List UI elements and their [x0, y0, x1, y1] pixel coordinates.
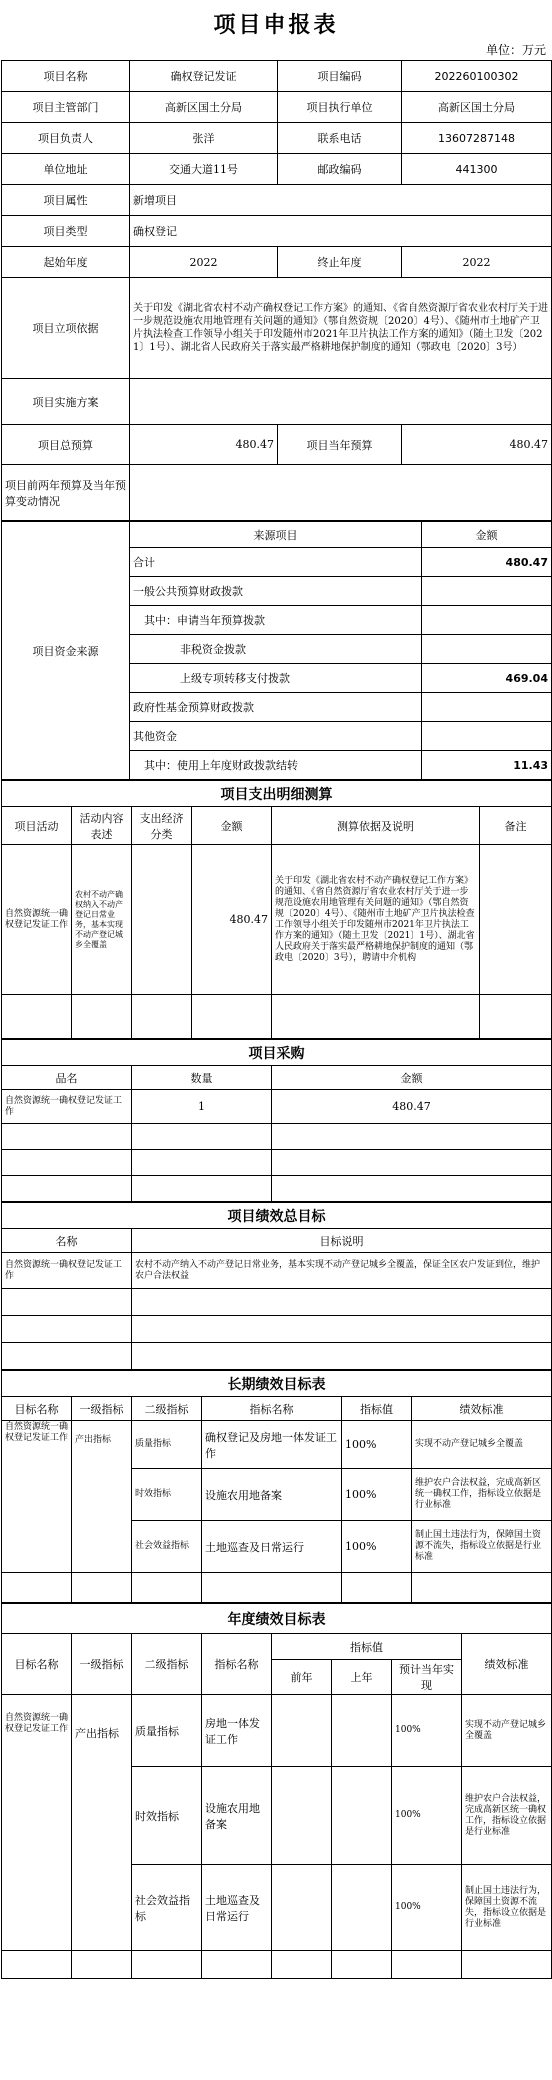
phone-value: 13607287148 — [402, 123, 552, 154]
performance-goal-table — [1, 1202, 552, 1370]
expense-header: 支出经济分类 — [132, 807, 192, 845]
annual-subheader: 预计当年实现 — [392, 1660, 462, 1695]
dept-value: 高新区国土分局 — [130, 92, 278, 123]
exec-label: 项目执行单位 — [278, 92, 402, 123]
project-name: 确权登记发证 — [130, 61, 278, 92]
funding-row-name: 其他资金 — [130, 722, 422, 751]
expense-category — [132, 845, 192, 995]
procurement-title: 项目采购 — [2, 1040, 552, 1066]
annual-prev2 — [272, 1767, 332, 1865]
funding-row-amount — [422, 722, 552, 751]
annual-subheader: 上年 — [332, 1660, 392, 1695]
procurement-empty-cell — [132, 1150, 272, 1176]
zip-label: 邮政编码 — [278, 154, 402, 185]
type-value: 确权登记 — [130, 216, 552, 247]
annual-goal: 自然资源统一确权登记发证工作 — [2, 1695, 72, 1951]
longterm-empty-cell — [2, 1573, 72, 1603]
addr-label: 单位地址 — [2, 154, 130, 185]
longterm-header: 指标名称 — [202, 1397, 342, 1421]
attr-value: 新增项目 — [130, 185, 552, 216]
procurement-name: 自然资源统一确权登记发证工作 — [2, 1090, 132, 1124]
annual-level2: 时效指标 — [132, 1767, 202, 1865]
attr-label: 项目属性 — [2, 185, 130, 216]
longterm-empty-cell — [72, 1573, 132, 1603]
funding-row-name: 合计 — [130, 548, 422, 577]
performance-empty-cell — [2, 1289, 132, 1316]
expense-header: 项目活动 — [2, 807, 72, 845]
funding-row-name: 非税资金拨款 — [130, 635, 422, 664]
annual-indicator: 设施农用地备案 — [202, 1767, 272, 1865]
annual-prev2 — [272, 1695, 332, 1767]
funding-row-amount: 480.47 — [422, 548, 552, 577]
performance-empty-cell — [2, 1343, 132, 1370]
longterm-header: 目标名称 — [2, 1397, 72, 1421]
annual-indicator: 土地巡查及日常运行 — [202, 1865, 272, 1951]
annual-standard: 实现不动产登记城乡全覆盖 — [462, 1695, 552, 1767]
longterm-indicator: 土地巡查及日常运行 — [202, 1521, 342, 1573]
prev-budget-value — [130, 465, 552, 521]
performance-empty-cell — [2, 1316, 132, 1343]
annual-title: 年度绩效目标表 — [2, 1604, 552, 1634]
procurement-header: 品名 — [2, 1066, 132, 1090]
longterm-value: 100% — [342, 1469, 412, 1521]
funding-row-amount — [422, 606, 552, 635]
funding-row-name: 其中：使用上年度财政拨款结转 — [130, 751, 422, 780]
annual-level1: 产出指标 — [72, 1695, 132, 1951]
longterm-header: 一级指标 — [72, 1397, 132, 1421]
expense-title: 项目支出明细测算 — [2, 781, 552, 807]
performance-desc: 农村不动产纳入不动产登记日常业务，基本实现不动产登记城乡全覆盖，保证全区农户发证到位，维护农户合法权益 — [132, 1253, 552, 1289]
budget-label: 项目总预算 — [2, 425, 130, 465]
longterm-value: 100% — [342, 1421, 412, 1469]
expense-header: 活动内容表述 — [72, 807, 132, 845]
annual-prev1 — [332, 1865, 392, 1951]
procurement-empty-cell — [132, 1176, 272, 1202]
annual-current: 100% — [392, 1865, 462, 1951]
annual-header: 二级指标 — [132, 1634, 202, 1695]
longterm-title: 长期绩效目标表 — [2, 1371, 552, 1397]
funding-row-name: 其中：申请当年预算拨款 — [130, 606, 422, 635]
basis-value: 关于印发《湖北省农村不动产确权登记工作方案》的通知、《省自然资源厅省农业农村厅关于进一步规范设施农用地管理有关问题的通知》（鄂自然资规〔2020〕4号）、《随州市土地矿产卫片执法检查工作领导小组关于印发随州市2021年卫片执法工作方案的通知》（随土卫发〔2021〕1号）、湖北省人民政府关于落实最严格耕地保护制度的通知（鄂政电〔2020〕3号） — [130, 278, 552, 379]
expense-empty-cell — [480, 995, 552, 1039]
expense-empty-cell — [2, 995, 72, 1039]
annual-indicator: 房地一体发证工作 — [202, 1695, 272, 1767]
annual-current: 100% — [392, 1767, 462, 1865]
annual-empty-cell — [462, 1951, 552, 1979]
funding-row-name: 政府性基金预算财政拨款 — [130, 693, 422, 722]
funding-row-amount — [422, 635, 552, 664]
longterm-empty-cell — [412, 1573, 552, 1603]
phone-label: 联系电话 — [278, 123, 402, 154]
annual-standard: 制止国土违法行为，保障国土资源不流失，指标设立依据是行业标准 — [462, 1865, 552, 1951]
basic-info-table — [1, 60, 552, 521]
leader-value: 张洋 — [130, 123, 278, 154]
basis-label: 项目立项依据 — [2, 278, 130, 379]
funding-row-amount: 11.43 — [422, 751, 552, 780]
procurement-empty-cell — [272, 1150, 552, 1176]
funding-row-name: 一般公共预算财政拨款 — [130, 577, 422, 606]
longterm-empty-cell — [202, 1573, 342, 1603]
annual-empty-cell — [392, 1951, 462, 1979]
expense-header: 测算依据及说明 — [272, 807, 480, 845]
procurement-empty-cell — [2, 1150, 132, 1176]
annual-empty-cell — [332, 1951, 392, 1979]
longterm-level1: 产出指标 — [72, 1421, 132, 1573]
expense-empty-cell — [72, 995, 132, 1039]
annual-prev1 — [332, 1695, 392, 1767]
year-budget-value: 480.47 — [402, 425, 552, 465]
procurement-empty-cell — [2, 1124, 132, 1150]
procurement-header: 金额 — [272, 1066, 552, 1090]
annual-header: 绩效标准 — [462, 1634, 552, 1695]
end-label: 终止年度 — [278, 247, 402, 278]
dept-label: 项目主管部门 — [2, 92, 130, 123]
performance-empty-cell — [132, 1316, 552, 1343]
type-label: 项目类型 — [2, 216, 130, 247]
year-budget-label: 项目当年预算 — [278, 425, 402, 465]
longterm-level2: 时效指标 — [132, 1469, 202, 1521]
longterm-level2: 质量指标 — [132, 1421, 202, 1469]
annual-subheader: 前年 — [272, 1660, 332, 1695]
longterm-indicator: 设施农用地备案 — [202, 1469, 342, 1521]
procurement-table — [1, 1039, 552, 1202]
funding-table — [1, 521, 552, 780]
expense-table — [1, 780, 552, 1039]
annual-empty-cell — [132, 1951, 202, 1979]
annual-empty-cell — [2, 1951, 72, 1979]
annual-header: 目标名称 — [2, 1634, 72, 1695]
longterm-standard: 实现不动产登记城乡全覆盖 — [412, 1421, 552, 1469]
annual-empty-cell — [72, 1951, 132, 1979]
funding-row-name: 上级专项转移支付拨款 — [130, 664, 422, 693]
longterm-header: 二级指标 — [132, 1397, 202, 1421]
procurement-empty-cell — [2, 1176, 132, 1202]
expense-note — [480, 845, 552, 995]
annual-level2: 质量指标 — [132, 1695, 202, 1767]
annual-prev2 — [272, 1865, 332, 1951]
project-code: 202260100302 — [402, 61, 552, 92]
code-label: 项目编码 — [278, 61, 402, 92]
longterm-table — [1, 1370, 552, 1603]
longterm-header: 指标值 — [342, 1397, 412, 1421]
procurement-empty-cell — [132, 1124, 272, 1150]
performance-name: 自然资源统一确权登记发证工作 — [2, 1253, 132, 1289]
expense-amount: 480.47 — [192, 845, 272, 995]
expense-content: 农村不动产确权纳入不动产登记日常业务，基本实现不动产登记城乡全覆盖 — [72, 845, 132, 995]
longterm-standard: 制止国土违法行为，保障国土资源不流失，指标设立依据是行业标准 — [412, 1521, 552, 1573]
performance-empty-cell — [132, 1289, 552, 1316]
annual-header: 指标值 — [272, 1634, 462, 1660]
longterm-level2: 社会效益指标 — [132, 1521, 202, 1573]
plan-label: 项目实施方案 — [2, 379, 130, 425]
longterm-standard: 维护农户合法权益，完成高新区统一确权工作，指标设立依据是行业标准 — [412, 1469, 552, 1521]
budget-value: 480.47 — [130, 425, 278, 465]
annual-empty-cell — [272, 1951, 332, 1979]
expense-empty-cell — [192, 995, 272, 1039]
expense-empty-cell — [272, 995, 480, 1039]
leader-label: 项目负责人 — [2, 123, 130, 154]
start-value: 2022 — [130, 247, 278, 278]
name-label: 项目名称 — [2, 61, 130, 92]
annual-table — [1, 1603, 552, 1979]
expense-header: 金额 — [192, 807, 272, 845]
longterm-goal: 自然资源统一确权登记发证工作 — [2, 1421, 72, 1573]
annual-header: 一级指标 — [72, 1634, 132, 1695]
procurement-empty-cell — [272, 1124, 552, 1150]
funding-col-amount: 金额 — [422, 522, 552, 548]
funding-row-amount: 469.04 — [422, 664, 552, 693]
zip-value: 441300 — [402, 154, 552, 185]
prev-budget-label: 项目前两年预算及当年预算变动情况 — [2, 465, 130, 521]
addr-value: 交通大道11号 — [130, 154, 278, 185]
longterm-header: 绩效标准 — [412, 1397, 552, 1421]
expense-empty-cell — [132, 995, 192, 1039]
longterm-value: 100% — [342, 1521, 412, 1573]
annual-header: 指标名称 — [202, 1634, 272, 1695]
annual-prev1 — [332, 1767, 392, 1865]
longterm-empty-cell — [342, 1573, 412, 1603]
annual-level2: 社会效益指标 — [132, 1865, 202, 1951]
performance-header: 目标说明 — [132, 1229, 552, 1253]
longterm-empty-cell — [132, 1573, 202, 1603]
procurement-qty: 1 — [132, 1090, 272, 1124]
procurement-amount: 480.47 — [272, 1090, 552, 1124]
performance-header: 名称 — [2, 1229, 132, 1253]
procurement-empty-cell — [272, 1176, 552, 1202]
annual-current: 100% — [392, 1695, 462, 1767]
performance-empty-cell — [132, 1343, 552, 1370]
expense-activity: 自然资源统一确权登记发证工作 — [2, 845, 72, 995]
funding-row-amount — [422, 693, 552, 722]
longterm-indicator: 确权登记及房地一体发证工作 — [202, 1421, 342, 1469]
funding-label: 项目资金来源 — [2, 522, 130, 780]
start-label: 起始年度 — [2, 247, 130, 278]
expense-basis: 关于印发《湖北省农村不动产确权登记工作方案》的通知、《省自然资源厅省农业农村厅关于进一步规范设施农用地管理有关问题的通知》（鄂自然资规〔2020〕4号）、《随州市土地矿产卫片执法检查工作领导小组关于印发随州市2021年卫片执法工作方案的通知》（随土卫发〔2021〕1号）、湖北省人民政府关于落实最严格耕地保护制度的通知（鄂政电〔2020〕3号），聘请中介机构 — [272, 845, 480, 995]
annual-empty-cell — [202, 1951, 272, 1979]
plan-value — [130, 379, 552, 425]
annual-standard: 维护农户合法权益，完成高新区统一确权工作，指标设立依据是行业标准 — [462, 1767, 552, 1865]
end-value: 2022 — [402, 247, 552, 278]
performance-title: 项目绩效总目标 — [2, 1203, 552, 1229]
page-title: 项目申报表 — [213, 12, 339, 38]
procurement-header: 数量 — [132, 1066, 272, 1090]
expense-header: 备注 — [480, 807, 552, 845]
funding-row-amount — [422, 577, 552, 606]
exec-value: 高新区国土分局 — [402, 92, 552, 123]
unit-label: 单位：万元 — [485, 43, 546, 57]
funding-col-source: 来源项目 — [130, 522, 422, 548]
